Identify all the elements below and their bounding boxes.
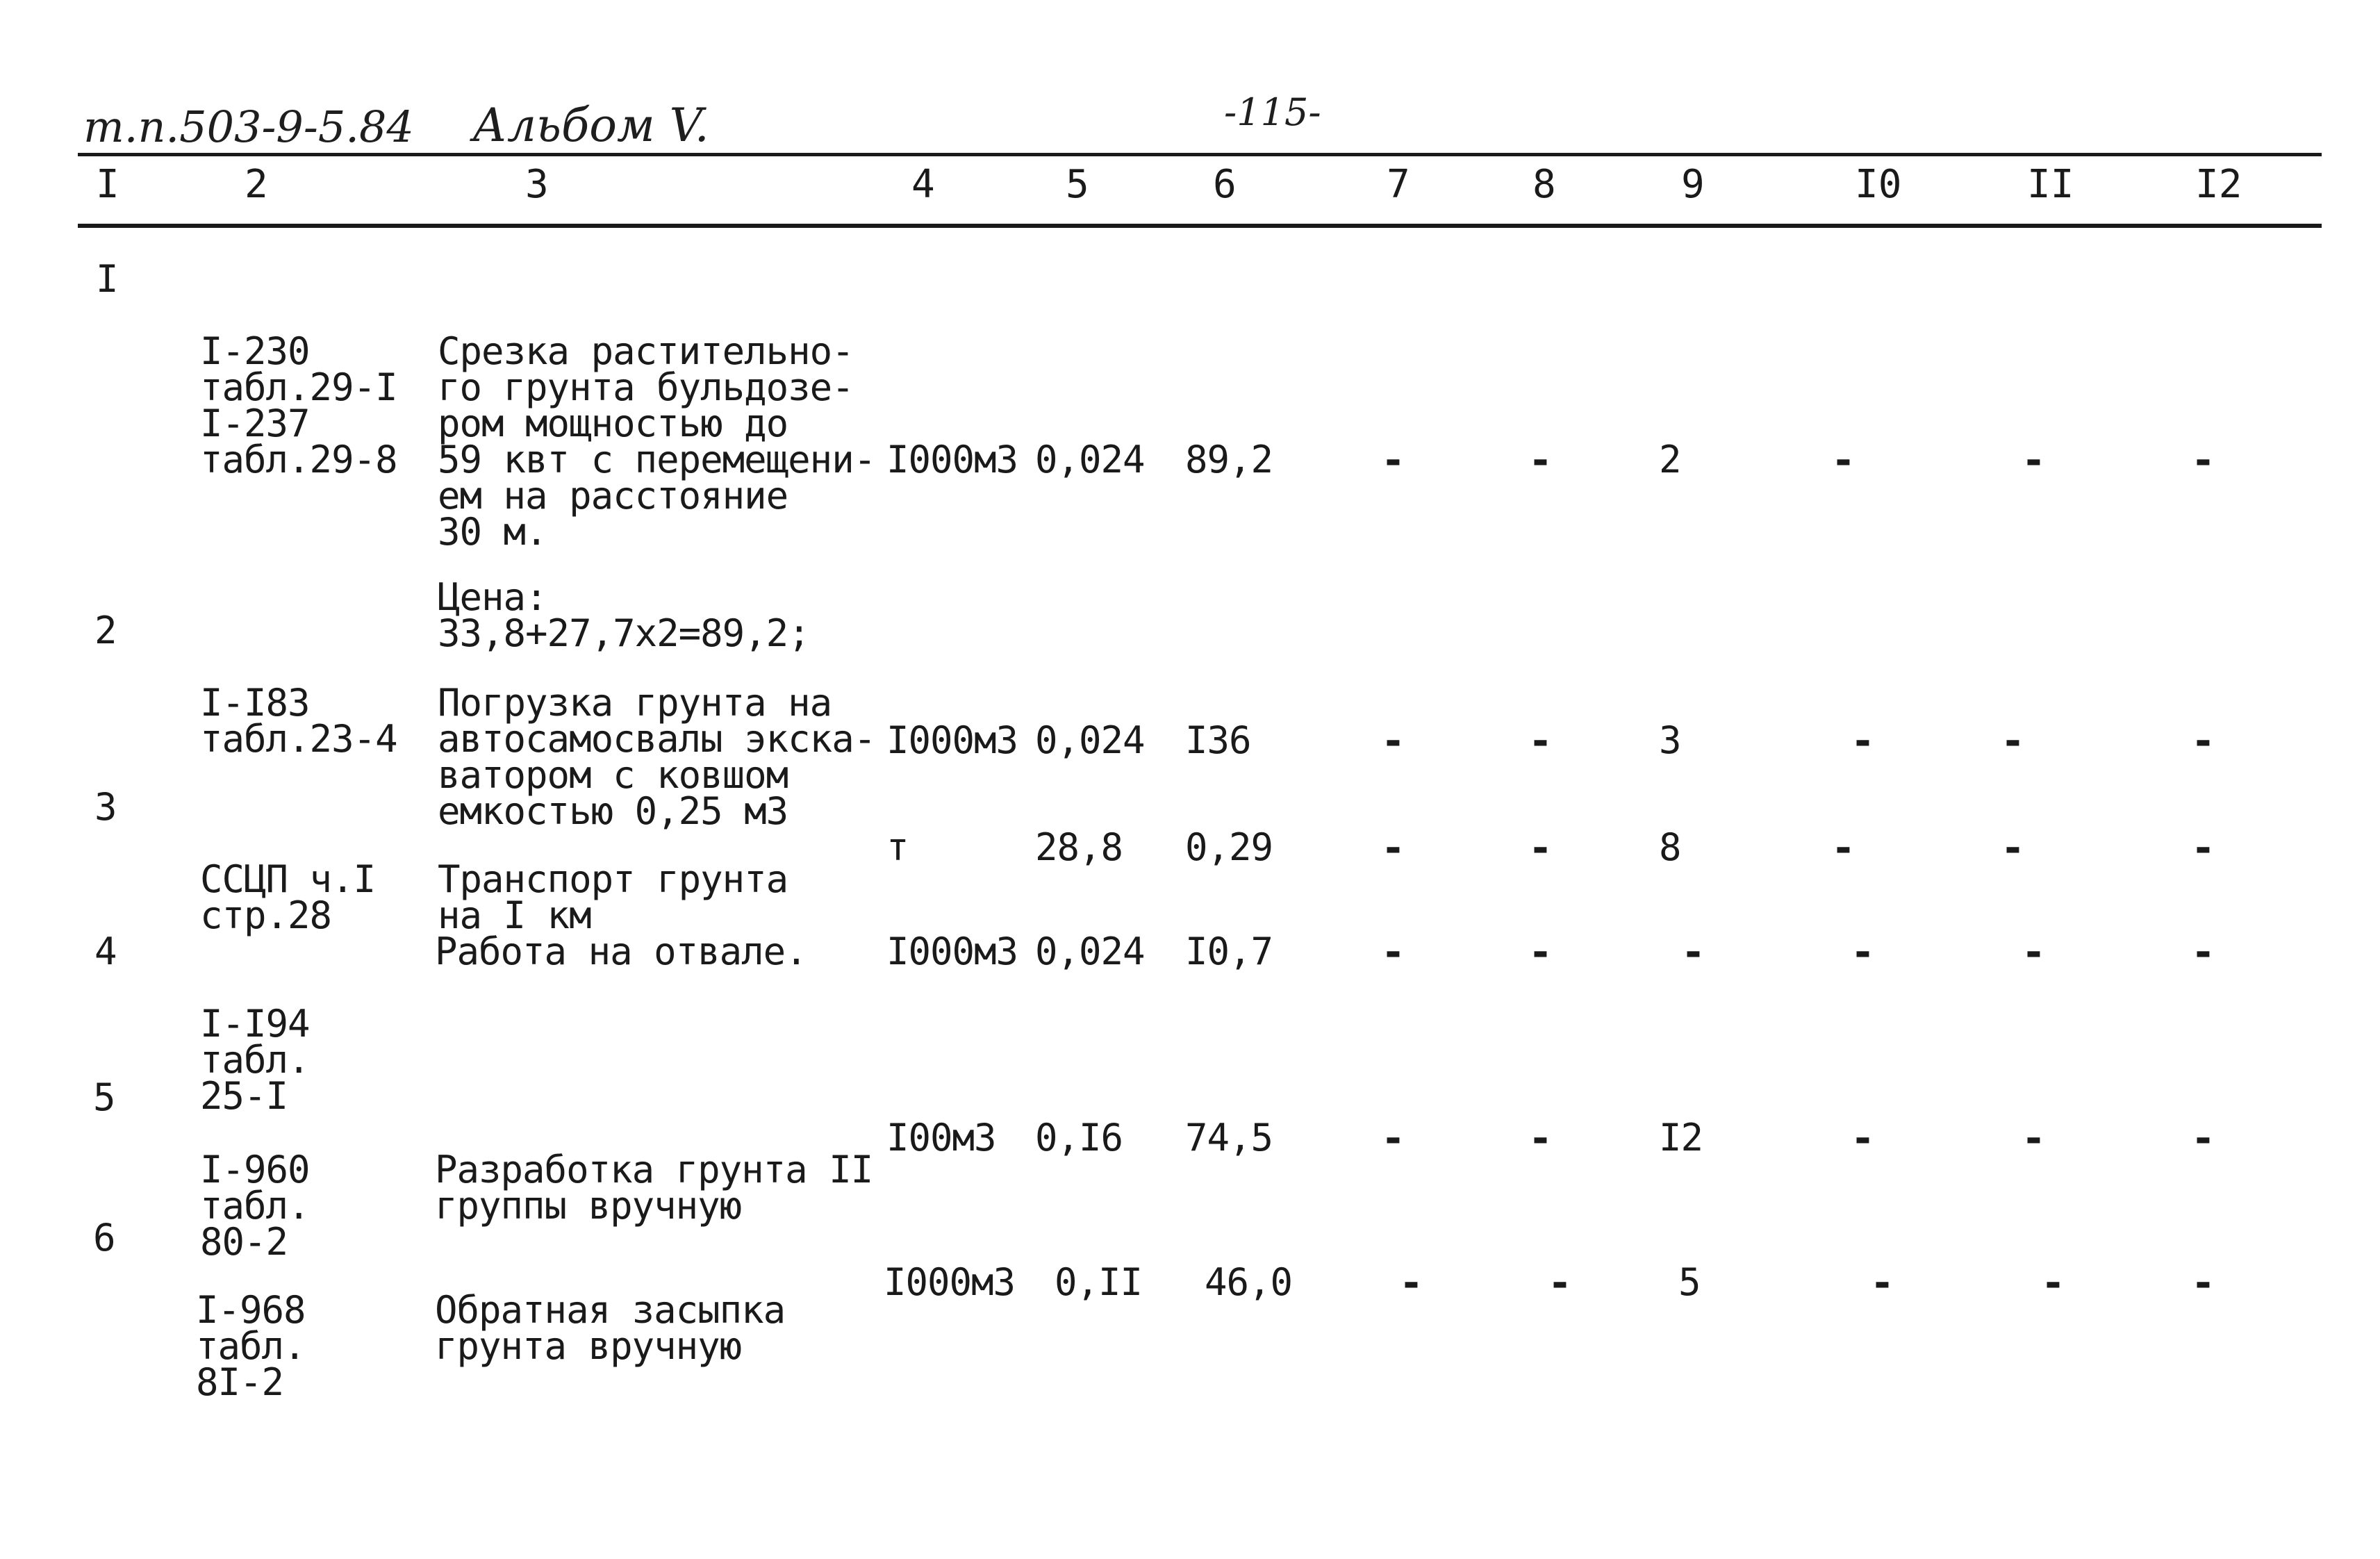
col12-value: -: [2191, 1114, 2215, 1162]
col7-value: -: [1381, 928, 1405, 975]
col-header: I0: [1855, 162, 1902, 207]
col-header: 7: [1387, 162, 1410, 207]
col11-value: -: [2041, 1259, 2065, 1306]
work-description: Обратная засыпка грунта вручную: [435, 1288, 786, 1368]
unit-price: 0,29: [1185, 825, 1273, 869]
col7-value: -: [1399, 1259, 1423, 1306]
norm-reference: I-I94 табл. 25-I: [200, 1002, 310, 1118]
unit: I00м3: [886, 1116, 996, 1160]
col-header: 9: [1681, 162, 1705, 207]
col10-value: -: [1831, 436, 1856, 484]
col11-value: -: [2022, 1114, 2046, 1162]
unit: I000м3: [886, 438, 1018, 481]
col9-value: -: [1681, 928, 1705, 975]
row-number: 6: [93, 1216, 115, 1260]
col11-value: -: [2022, 928, 2046, 975]
header-bottom-rule: [78, 224, 2322, 228]
work-description: Срезка растительно- го грунта бульдозе- ром мощностью до 59 квт с перемещени- ем на расстояние 30 м.: [438, 329, 876, 554]
unit: т: [886, 825, 909, 869]
unit: I000м3: [886, 930, 1018, 973]
col9-value: 5: [1678, 1260, 1701, 1304]
norm-reference: I-I83 табл.23-4: [200, 681, 397, 761]
document-code: т.п.503-9-5.84: [83, 101, 414, 152]
page-number: -115-: [1224, 90, 1321, 134]
unit-price: 89,2: [1185, 438, 1273, 481]
col8-value: -: [1528, 928, 1553, 975]
work-description: Транспорт грунта на I км: [438, 857, 788, 937]
col10-value: -: [1831, 824, 1856, 871]
unit-price: 46,0: [1205, 1260, 1293, 1304]
quantity: 0,024: [1035, 438, 1145, 481]
col8-value: -: [1548, 1259, 1572, 1306]
price-note: Цена: 33,8+27,7х2=89,2;: [438, 575, 810, 655]
col10-value: -: [1851, 1114, 1875, 1162]
col10-value: -: [1870, 1259, 1894, 1306]
row-number: 2: [94, 609, 117, 652]
col11-value: -: [2001, 717, 2025, 764]
col-header: 3: [525, 162, 549, 207]
col9-value: I2: [1659, 1116, 1703, 1160]
work-description: Погрузка грунта на автосамосвалы экска- ватором с ковшом емкостью 0,25 м3: [438, 681, 876, 833]
col-header: I: [96, 162, 119, 207]
col7-value: -: [1381, 1114, 1405, 1162]
col11-value: -: [2022, 436, 2046, 484]
col8-value: -: [1528, 1114, 1553, 1162]
col12-value: -: [2191, 824, 2215, 871]
col-header: I2: [2195, 162, 2242, 207]
unit-price: I0,7: [1185, 930, 1273, 973]
row-number: 3: [94, 785, 117, 829]
unit-price: 74,5: [1185, 1116, 1273, 1160]
col8-value: -: [1528, 436, 1553, 484]
row-number: 4: [94, 930, 117, 973]
quantity: 0,I6: [1035, 1116, 1123, 1160]
col-header: 5: [1066, 162, 1089, 207]
row-number: I: [96, 257, 118, 301]
col9-value: 2: [1659, 438, 1681, 481]
col-header: 4: [911, 162, 935, 207]
unit: I000м3: [886, 718, 1018, 762]
unit-price: I36: [1185, 718, 1251, 762]
col-header: 8: [1532, 162, 1556, 207]
col8-value: -: [1528, 717, 1553, 764]
norm-reference: I-968 табл. 8I-2: [196, 1288, 306, 1404]
norm-reference: I-960 табл. 80-2: [200, 1148, 310, 1264]
quantity: 0,II: [1055, 1260, 1143, 1304]
quantity: 28,8: [1035, 825, 1123, 869]
col8-value: -: [1528, 824, 1553, 871]
work-description: Разработка грунта II группы вручную: [435, 1148, 873, 1228]
col12-value: -: [2191, 1259, 2215, 1306]
col12-value: -: [2191, 928, 2215, 975]
album-title: Альбом V.: [472, 99, 709, 152]
unit: I000м3: [884, 1260, 1016, 1304]
col-header: 6: [1213, 162, 1237, 207]
col9-value: 3: [1659, 718, 1681, 762]
col-header: II: [2027, 162, 2074, 207]
row-number: 5: [93, 1075, 115, 1119]
col12-value: -: [2191, 717, 2215, 764]
col11-value: -: [2001, 824, 2025, 871]
norm-reference: ССЦП ч.I стр.28: [200, 857, 376, 937]
col10-value: -: [1851, 928, 1875, 975]
col-header: 2: [245, 162, 268, 207]
norm-reference: I-230 табл.29-I I-237 табл.29-8: [200, 329, 397, 481]
col7-value: -: [1381, 436, 1405, 484]
col7-value: -: [1381, 824, 1405, 871]
col9-value: 8: [1659, 825, 1681, 869]
quantity: 0,024: [1035, 930, 1145, 973]
col12-value: -: [2191, 436, 2215, 484]
work-description: Работа на отвале.: [435, 930, 807, 973]
col7-value: -: [1381, 717, 1405, 764]
col10-value: -: [1851, 717, 1875, 764]
quantity: 0,024: [1035, 718, 1145, 762]
header-top-rule: [78, 153, 2322, 156]
